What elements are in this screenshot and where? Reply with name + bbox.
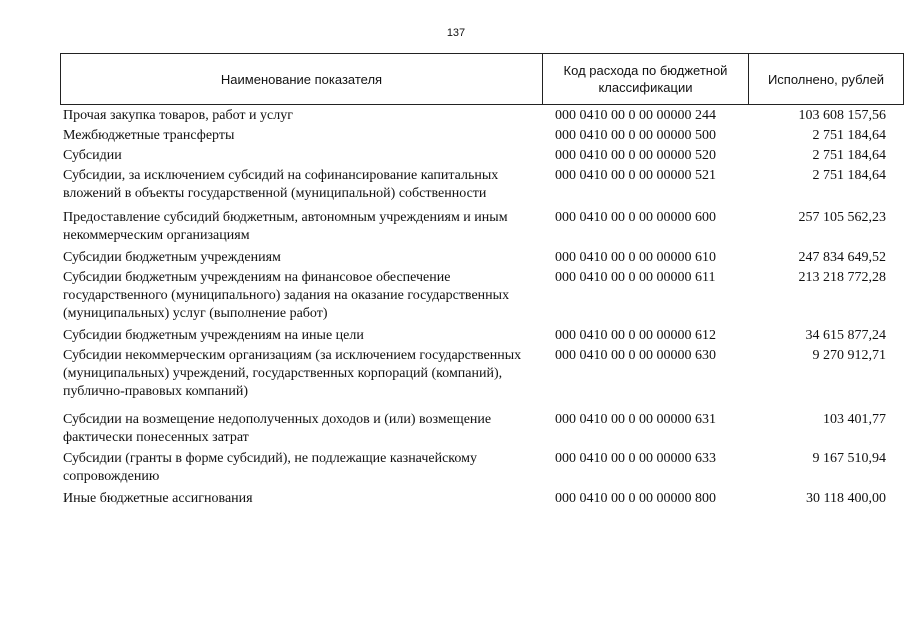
row-amount: 247 834 649,52 bbox=[798, 250, 886, 265]
row-name: Межбюджетные трансферты bbox=[63, 128, 235, 143]
row-code: 000 0410 00 0 00 00000 610 bbox=[555, 250, 716, 265]
page-number: 137 bbox=[446, 27, 466, 39]
table-row bbox=[60, 347, 904, 401]
table-row bbox=[60, 167, 904, 203]
row-name: Субсидии (гранты в форме субсидий), не подлежащие казначейскому сопровождению bbox=[63, 451, 477, 484]
row-name: Прочая закупка товаров, работ и услуг bbox=[63, 108, 293, 123]
row-amount: 2 751 184,64 bbox=[812, 148, 886, 163]
row-amount: 257 105 562,23 bbox=[798, 210, 886, 225]
row-amount: 103 608 157,56 bbox=[798, 108, 886, 123]
table-row bbox=[60, 249, 904, 267]
header-executed: Исполнено, рублей bbox=[748, 54, 903, 104]
row-amount: 213 218 772,28 bbox=[798, 270, 886, 285]
row-code: 000 0410 00 0 00 00000 611 bbox=[555, 270, 716, 285]
table-header bbox=[60, 53, 904, 105]
row-name: Субсидии бюджетным учреждениям на иные цели bbox=[63, 328, 364, 343]
row-code: 000 0410 00 0 00 00000 521 bbox=[555, 168, 716, 183]
row-name: Субсидии bbox=[63, 148, 122, 163]
table-body bbox=[60, 107, 904, 508]
row-code: 000 0410 00 0 00 00000 630 bbox=[555, 348, 716, 363]
row-code: 000 0410 00 0 00 00000 600 bbox=[555, 210, 716, 225]
row-code: 000 0410 00 0 00 00000 800 bbox=[555, 491, 716, 506]
header-budget-code: Код расхода по бюджетной классификации bbox=[542, 54, 748, 104]
table-row bbox=[60, 127, 904, 145]
row-amount: 30 118 400,00 bbox=[806, 491, 886, 506]
row-code: 000 0410 00 0 00 00000 500 bbox=[555, 128, 716, 143]
table-row bbox=[60, 450, 904, 486]
row-name: Субсидии бюджетным учреждениям bbox=[63, 250, 281, 265]
row-amount: 9 167 510,94 bbox=[812, 451, 886, 466]
table-row bbox=[60, 327, 904, 345]
row-name: Субсидии, за исключением субсидий на софинансирование капитальных вложений в объекты государственной (муниципальной) собственности bbox=[63, 168, 499, 201]
row-name: Субсидии на возмещение недополученных доходов и (или) возмещение фактически понесенных затрат bbox=[63, 412, 492, 445]
row-name: Субсидии бюджетным учреждениям на финансовое обеспечение государственного (муниципального) задания на оказание государственных (муниципальных) услуг (выполнение работ) bbox=[63, 270, 510, 321]
table-row bbox=[60, 209, 904, 245]
row-code: 000 0410 00 0 00 00000 520 bbox=[555, 148, 716, 163]
table-row bbox=[60, 411, 904, 447]
row-code: 000 0410 00 0 00 00000 244 bbox=[555, 108, 716, 123]
row-amount: 103 401,77 bbox=[823, 412, 886, 427]
table-row bbox=[60, 490, 904, 508]
table-row bbox=[60, 107, 904, 125]
row-amount: 34 615 877,24 bbox=[805, 328, 886, 343]
row-code: 000 0410 00 0 00 00000 612 bbox=[555, 328, 716, 343]
row-amount: 2 751 184,64 bbox=[812, 128, 886, 143]
header-indicator-name: Наименование показателя bbox=[220, 71, 383, 87]
row-name: Иные бюджетные ассигнования bbox=[63, 491, 253, 506]
row-amount: 9 270 912,71 bbox=[812, 348, 886, 363]
row-amount: 2 751 184,64 bbox=[812, 168, 886, 183]
row-code: 000 0410 00 0 00 00000 631 bbox=[555, 412, 716, 427]
row-code: 000 0410 00 0 00 00000 633 bbox=[555, 451, 716, 466]
row-name: Предоставление субсидий бюджетным, автономным учреждениям и иным некоммерческим организациям bbox=[63, 210, 508, 243]
row-name: Субсидии некоммерческим организациям (за исключением государственных (муниципальных) учреждений, государственных корпораций (компаний), публично-правовых компаний) bbox=[63, 348, 522, 399]
table-row bbox=[60, 147, 904, 165]
table-row bbox=[60, 269, 904, 323]
